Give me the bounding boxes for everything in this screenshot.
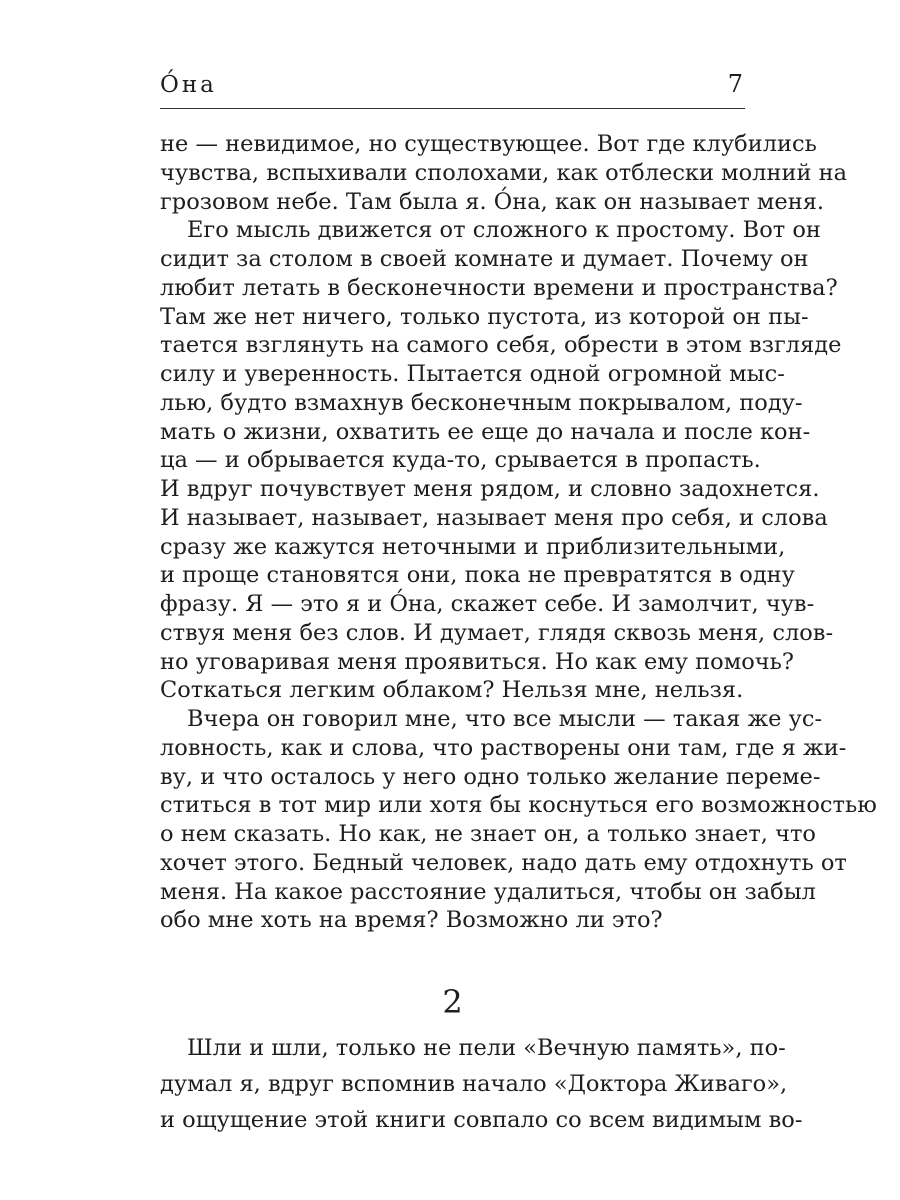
text-line: фразу. Я — это я и О́на, скажет себе. И замолчит, чув-: [160, 591, 815, 617]
text-line: тается взглянуть на самого себя, обрести в этом взгляде: [160, 332, 842, 359]
text-line: ловность, как и слова, что растворены они там, где я жи-: [160, 734, 847, 761]
text-line: Вчера он говорил мне, что все мысли — такая же ус-: [187, 706, 823, 732]
text-line: чувства, вспыхивали сполохами, как отблески молний на: [160, 159, 848, 186]
text-line: о нем сказать. Но как, не знает он, а только знает, что: [160, 821, 816, 847]
text-line: любит летать в бесконечности времени и пространства?: [160, 274, 838, 301]
text-line: хочет этого. Бедный человек, надо дать ему отдохнуть от: [160, 849, 847, 876]
text-line: мать о жизни, охватить ее еще до начала и после кон-: [160, 418, 811, 445]
text-line: сразу же кажутся неточными и приблизительными,: [160, 533, 786, 560]
text-line: думал я, вдруг вспомнив начало «Доктора Живаго»,: [160, 1071, 788, 1097]
text-line: силу и уверенность. Пытается одной огромной мыс-: [160, 361, 785, 387]
text-line: ститься в тот мир или хотя бы коснуться его возможностью: [160, 792, 877, 819]
text-line: ца — и обрывается куда-то, срывается в пропасть.: [160, 447, 761, 474]
text-line: Там же нет ничего, только пустота, из которой он пы-: [160, 303, 809, 330]
text-line: лью, будто взмахнув бесконечным покрывалом, поду-: [160, 389, 803, 416]
text-line: И называет, называет, называет меня про себя, и слова: [160, 504, 828, 531]
running-title: О́на: [160, 72, 217, 98]
text-line: сидит за столом в своей комнате и думает. Почему он: [160, 246, 809, 272]
page-number: 7: [727, 70, 743, 98]
text-line: Его мысль движется от сложного к простому. Вот он: [187, 217, 821, 244]
page-header: [160, 68, 745, 109]
text-line: Шли и шли, только не пели «Вечную память», по-: [187, 1035, 786, 1061]
text-line: обо мне хоть на время? Возможно ли это?: [160, 907, 663, 934]
text-line: и ощущение этой книги совпало со всем видимым во-: [160, 1107, 803, 1133]
text-line: ствуя меня без слов. И думает, глядя сквозь меня, слов-: [160, 619, 834, 646]
text-line: меня. На какое расстояние удалиться, чтобы он забыл: [160, 878, 816, 905]
text-line: но уговаривая меня проявиться. Но как ему помочь?: [160, 648, 794, 675]
text-line: ву, и что осталось у него одно только желание переме-: [160, 763, 821, 790]
text-line: грозовом небе. Там была я. О́на, как он называет меня.: [160, 188, 825, 215]
text-line: и проще становятся они, пока не превратятся в одну: [160, 562, 795, 589]
text-line: И вдруг почувствует меня рядом, и словно задохнется.: [160, 476, 820, 502]
chapter-number: 2: [442, 983, 463, 1021]
text-line: не — невидимое, но существующее. Вот где клубились: [160, 131, 817, 157]
text-line: Соткаться легким облаком? Нельзя мне, нельзя.: [160, 677, 744, 704]
